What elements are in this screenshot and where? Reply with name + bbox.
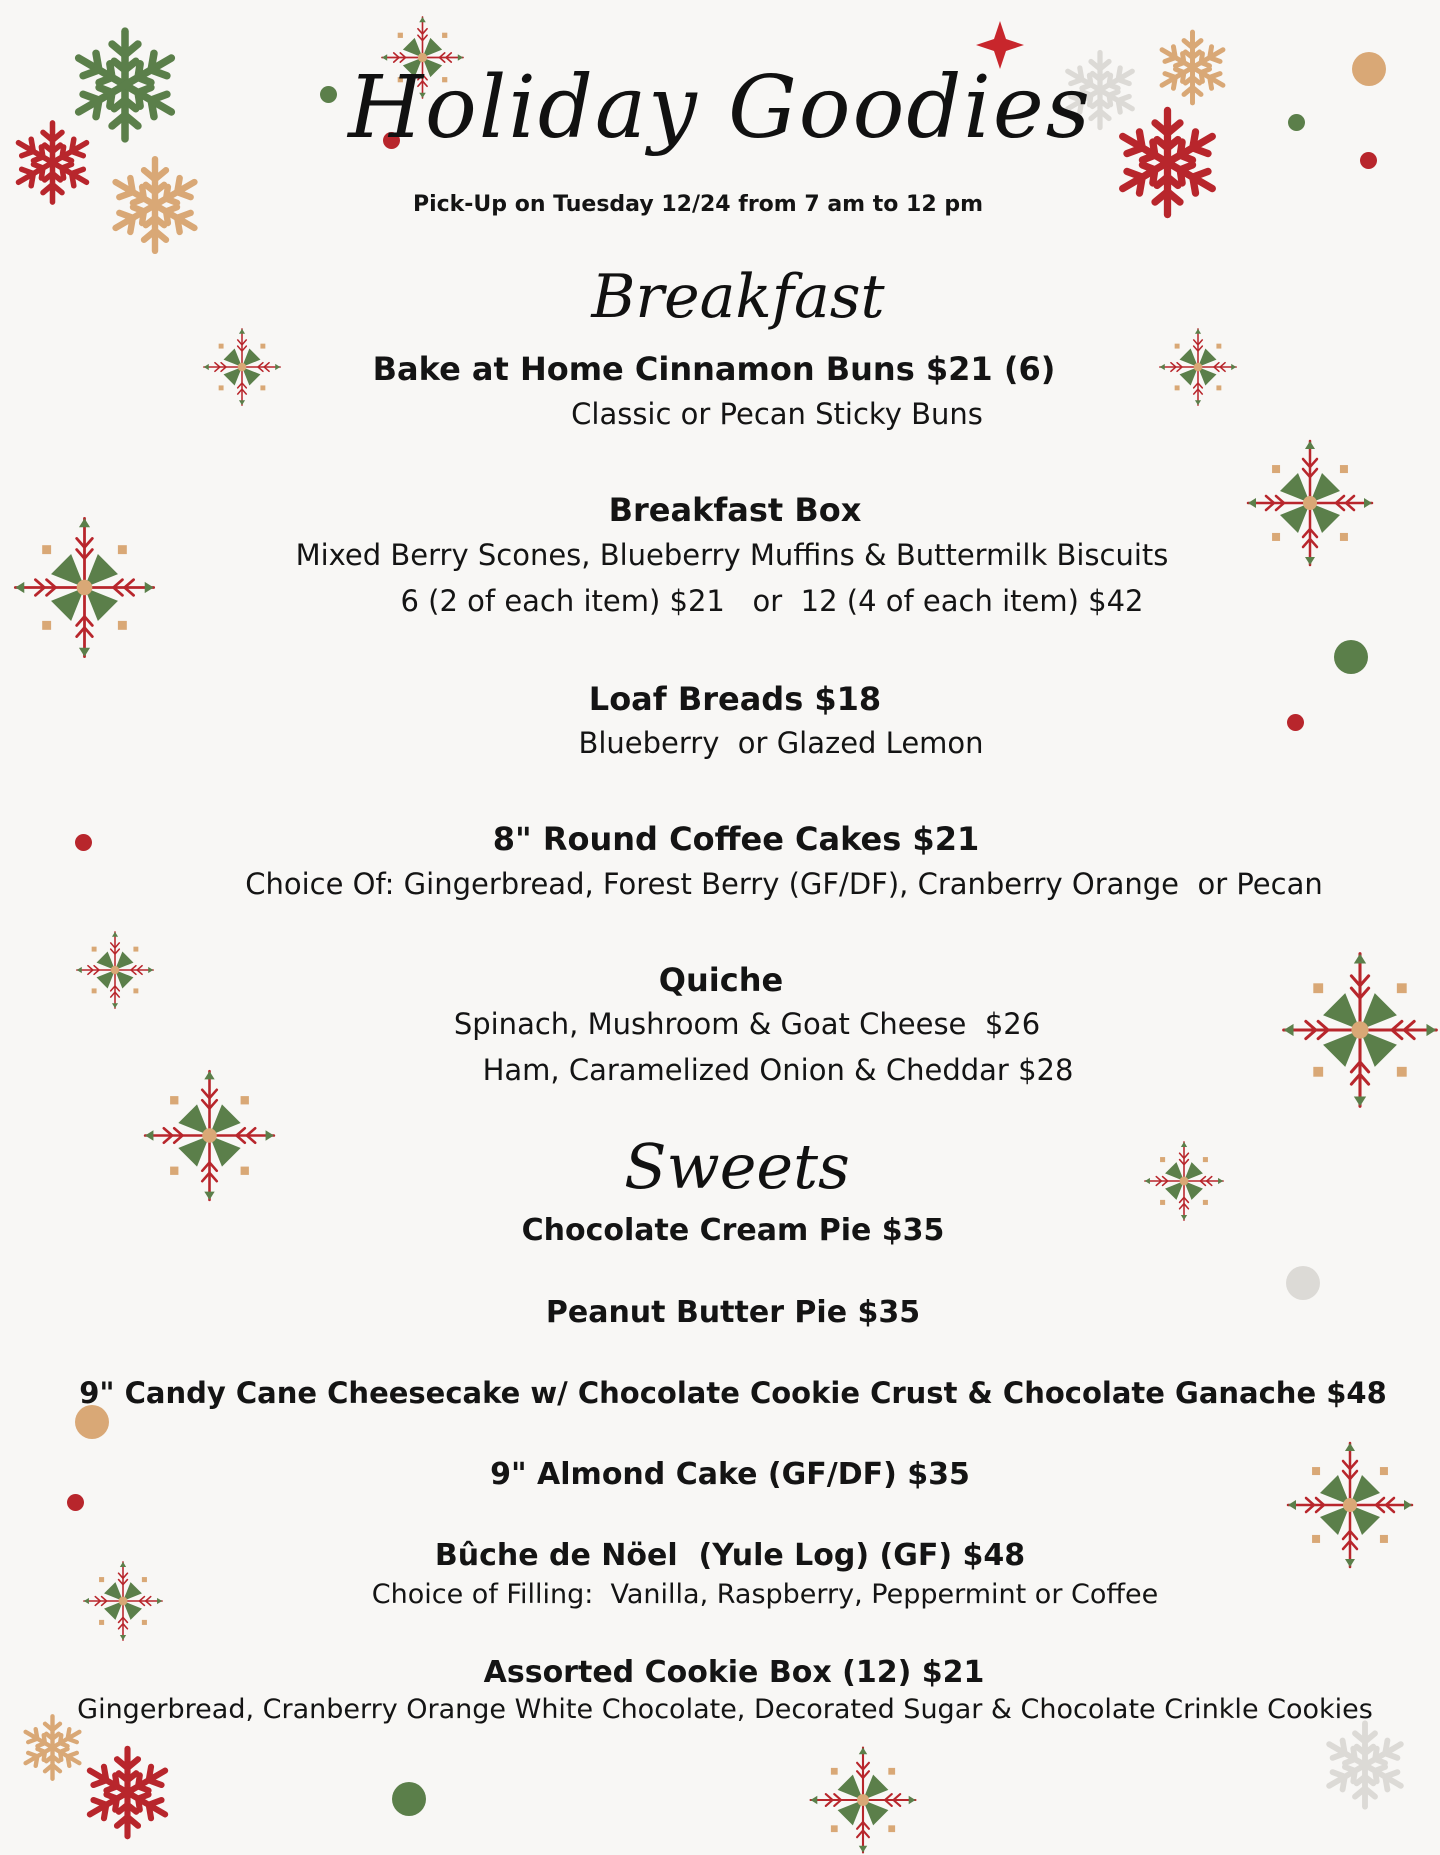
- coffee-cakes-title: 8" Round Coffee Cakes $21: [492, 820, 980, 858]
- cinnamon-buns-desc: Classic or Pecan Sticky Buns: [571, 397, 983, 431]
- cookie-box-title: Assorted Cookie Box (12) $21: [483, 1655, 985, 1690]
- snowflake-red-icon: [75, 1740, 180, 1845]
- quiche-spinach: Spinach, Mushroom & Goat Cheese $26: [453, 1007, 1041, 1041]
- dot-decoration: [67, 1494, 84, 1511]
- dot-decoration: [392, 1782, 426, 1816]
- snowflake-grey-icon: [1315, 1715, 1415, 1815]
- peanut-butter-pie: Peanut Butter Pie $35: [545, 1295, 921, 1330]
- pickup-info: Pick-Up on Tuesday 12/24 from 7 am to 12 pm: [412, 192, 984, 217]
- page-title: Holiday Goodies: [348, 58, 1092, 158]
- loaf-breads-title: Loaf Breads $18: [588, 680, 882, 718]
- breakfast-box-title: Breakfast Box: [608, 491, 862, 529]
- sweets-heading: Sweets: [624, 1130, 850, 1203]
- cookie-box-desc: Gingerbread, Cranberry Orange White Chocolate, Decorated Sugar & Chocolate Crinkle Cookies: [77, 1694, 1373, 1725]
- star-ornament-icon: [808, 1745, 918, 1855]
- coffee-cakes-desc: Choice Of: Gingerbread, Forest Berry (GF/DF), Cranberry Orange or Pecan: [245, 867, 1323, 901]
- dot-decoration: [75, 1405, 109, 1439]
- breakfast-heading: Breakfast: [591, 262, 885, 332]
- buche-de-noel-desc: Choice of Filling: Vanilla, Raspberry, Peppermint or Coffee: [371, 1579, 1159, 1610]
- chocolate-cream-pie: Chocolate Cream Pie $35: [521, 1213, 945, 1248]
- breakfast-box-pricing: 6 (2 of each item) $21 or 12 (4 of each item) $42: [400, 584, 1144, 618]
- dot-decoration: [1334, 640, 1368, 674]
- quiche-ham: Ham, Caramelized Onion & Cheddar $28: [482, 1053, 1074, 1087]
- loaf-breads-desc: Blueberry or Glazed Lemon: [578, 726, 984, 760]
- candy-cane-cheesecake: 9" Candy Cane Cheesecake w/ Chocolate Cookie Crust & Chocolate Ganache $48: [79, 1376, 1387, 1410]
- buche-de-noel-title: Bûche de Nöel (Yule Log) (GF) $48: [434, 1538, 1026, 1573]
- quiche-title: Quiche: [658, 961, 784, 999]
- breakfast-box-desc: Mixed Berry Scones, Blueberry Muffins & Buttermilk Biscuits: [295, 538, 1169, 572]
- almond-cake: 9" Almond Cake (GF/DF) $35: [490, 1457, 970, 1492]
- cinnamon-buns-title: Bake at Home Cinnamon Buns $21 (6): [372, 350, 1056, 388]
